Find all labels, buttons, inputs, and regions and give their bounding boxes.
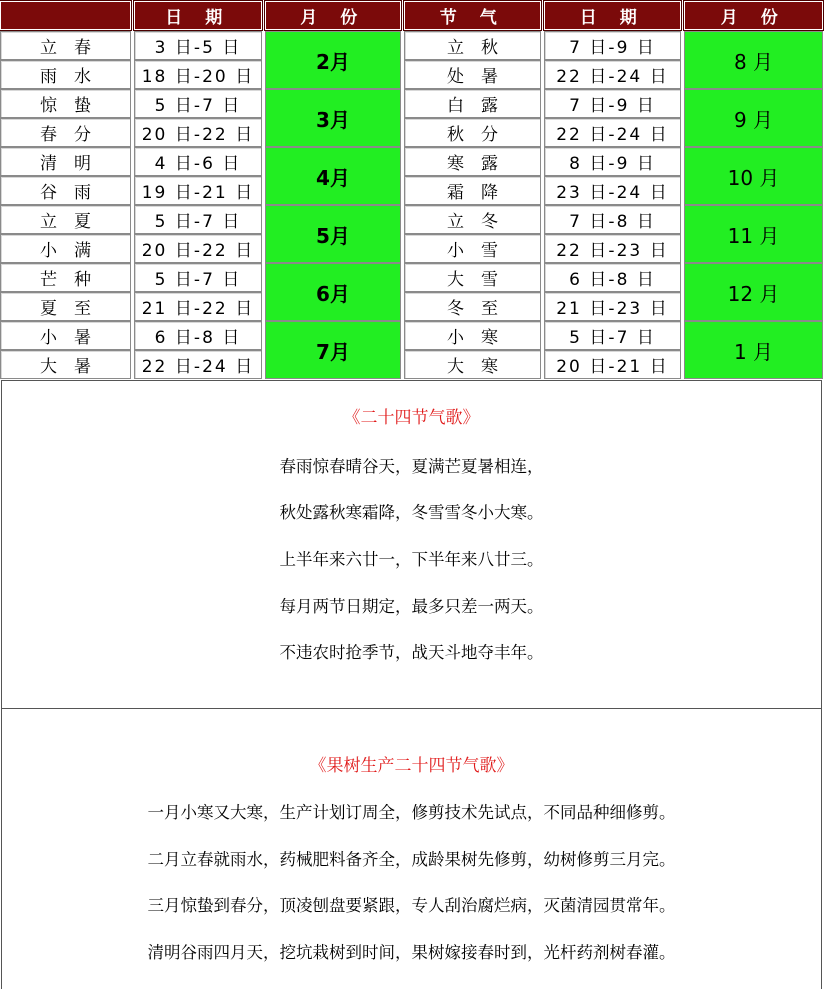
cell-text: 22 日-24 日 — [556, 67, 669, 87]
term-cell: 立 夏 — [0, 205, 131, 234]
cell-text: 5 日-7 日 — [154, 212, 242, 232]
date-cell — [134, 234, 262, 263]
month-cell: 8 月 — [684, 31, 823, 89]
cell-text: 18 日-20 日 — [141, 67, 255, 87]
song-line: 春雨惊春晴谷天，夏满芒夏暑相连， — [279, 457, 544, 476]
cell-text: 6 日-8 日 — [154, 328, 242, 348]
term-cell: 立 秋 — [404, 31, 541, 60]
date-cell — [134, 118, 262, 147]
song-line: 二月立春就雨水，药械肥料备齐全，成龄果树先修剪，幼树修剪三月完。 — [147, 850, 676, 869]
header-blank — [0, 1, 131, 30]
header-term-right: 节 气 — [404, 1, 541, 30]
cell-text: 5 日-7 日 — [569, 328, 656, 348]
orchard-song — [1, 708, 822, 989]
song-title: 《二十四节气歌》 — [343, 408, 480, 428]
month-cell: 5月 — [265, 205, 401, 263]
header-month-right: 月 份 — [684, 1, 823, 30]
date-cell — [544, 263, 681, 292]
date-cell — [544, 205, 681, 234]
song-title: 《果树生产二十四节气歌》 — [309, 756, 514, 776]
date-cell — [134, 147, 262, 176]
date-cell — [134, 292, 262, 321]
cell-text: 5 日-7 日 — [154, 270, 242, 290]
date-cell — [544, 321, 681, 350]
month-cell: 3月 — [265, 89, 401, 147]
month-cell: 9 月 — [684, 89, 823, 147]
term-cell: 春 分 — [0, 118, 131, 147]
song-line: 上半年来六廿一，下半年来八廿三。 — [279, 550, 544, 569]
date-cell — [544, 89, 681, 118]
month-cell: 6月 — [265, 263, 401, 321]
cell-text: 20 日-22 日 — [141, 125, 255, 145]
term-cell: 白 露 — [404, 89, 541, 118]
date-cell — [544, 118, 681, 147]
song-line: 三月惊蛰到春分，顶凌刨盘要紧跟，专人刮治腐烂病，灭菌清园贯常年。 — [147, 896, 676, 915]
month-cell: 1 月 — [684, 321, 823, 379]
solar-terms-table — [0, 0, 824, 380]
cell-text: 19 日-21 日 — [141, 183, 255, 203]
cell-text: 4 日-6 日 — [154, 154, 242, 174]
cell-text: 22 日-23 日 — [556, 241, 669, 261]
term-cell: 大 暑 — [0, 350, 131, 379]
term-cell: 小 暑 — [0, 321, 131, 350]
month-cell: 12 月 — [684, 263, 823, 321]
term-cell: 处 暑 — [404, 60, 541, 89]
term-cell: 冬 至 — [404, 292, 541, 321]
date-cell — [544, 31, 681, 60]
header-date-left: 日 期 — [134, 1, 262, 30]
term-cell: 小 满 — [0, 234, 131, 263]
date-cell — [134, 60, 262, 89]
month-cell: 2月 — [265, 31, 401, 89]
date-cell — [134, 263, 262, 292]
song-line: 秋处露秋寒霜降，冬雪雪冬小大寒。 — [279, 503, 544, 522]
date-cell — [134, 31, 262, 60]
date-cell — [544, 292, 681, 321]
cell-text: 8 日-9 日 — [569, 154, 656, 174]
date-cell — [134, 176, 262, 205]
term-cell: 霜 降 — [404, 176, 541, 205]
cell-text: 20 日-21 日 — [556, 357, 669, 377]
term-cell: 立 春 — [0, 31, 131, 60]
cell-text: 21 日-22 日 — [141, 299, 255, 319]
cell-text: 23 日-24 日 — [556, 183, 669, 203]
term-cell: 谷 雨 — [0, 176, 131, 205]
cell-text: 6 日-8 日 — [569, 270, 656, 290]
cell-text: 22 日-24 日 — [141, 357, 255, 377]
solar-terms-song — [1, 380, 822, 709]
term-cell: 清 明 — [0, 147, 131, 176]
header-month-left: 月 份 — [265, 1, 401, 30]
song-line: 清明谷雨四月天，挖坑栽树到时间，果树嫁接春时到，光杆药剂树春灌。 — [147, 943, 676, 962]
cell-text: 7 日-8 日 — [569, 212, 656, 232]
cell-text: 5 日-7 日 — [154, 96, 242, 116]
date-cell — [544, 147, 681, 176]
term-cell: 芒 种 — [0, 263, 131, 292]
month-cell: 10 月 — [684, 147, 823, 205]
song-line: 不违农时抢季节，战天斗地夺丰年。 — [279, 643, 544, 662]
term-cell: 惊 蛰 — [0, 89, 131, 118]
month-cell: 11 月 — [684, 205, 823, 263]
date-cell — [134, 350, 262, 379]
date-cell — [544, 234, 681, 263]
term-cell: 夏 至 — [0, 292, 131, 321]
header-date-right: 日 期 — [544, 1, 681, 30]
term-cell: 大 寒 — [404, 350, 541, 379]
term-cell: 秋 分 — [404, 118, 541, 147]
date-cell — [134, 205, 262, 234]
date-cell — [544, 60, 681, 89]
term-cell: 立 冬 — [404, 205, 541, 234]
cell-text: 22 日-24 日 — [556, 125, 669, 145]
month-cell: 4月 — [265, 147, 401, 205]
month-cell: 7月 — [265, 321, 401, 379]
cell-text: 20 日-22 日 — [141, 241, 255, 261]
term-cell: 寒 露 — [404, 147, 541, 176]
date-cell — [134, 321, 262, 350]
term-cell: 小 雪 — [404, 234, 541, 263]
term-cell: 大 雪 — [404, 263, 541, 292]
cell-text: 7 日-9 日 — [569, 38, 656, 58]
cell-text: 3 日-5 日 — [154, 38, 242, 58]
date-cell — [134, 89, 262, 118]
cell-text: 7 日-9 日 — [569, 96, 656, 116]
song-line: 每月两节日期定，最多只差一两天。 — [279, 597, 544, 616]
song-line: 一月小寒又大寒，生产计划订周全，修剪技术先试点，不同品种细修剪。 — [147, 803, 676, 822]
term-cell: 小 寒 — [404, 321, 541, 350]
date-cell — [544, 350, 681, 379]
date-cell — [544, 176, 681, 205]
term-cell: 雨 水 — [0, 60, 131, 89]
cell-text: 21 日-23 日 — [556, 299, 669, 319]
